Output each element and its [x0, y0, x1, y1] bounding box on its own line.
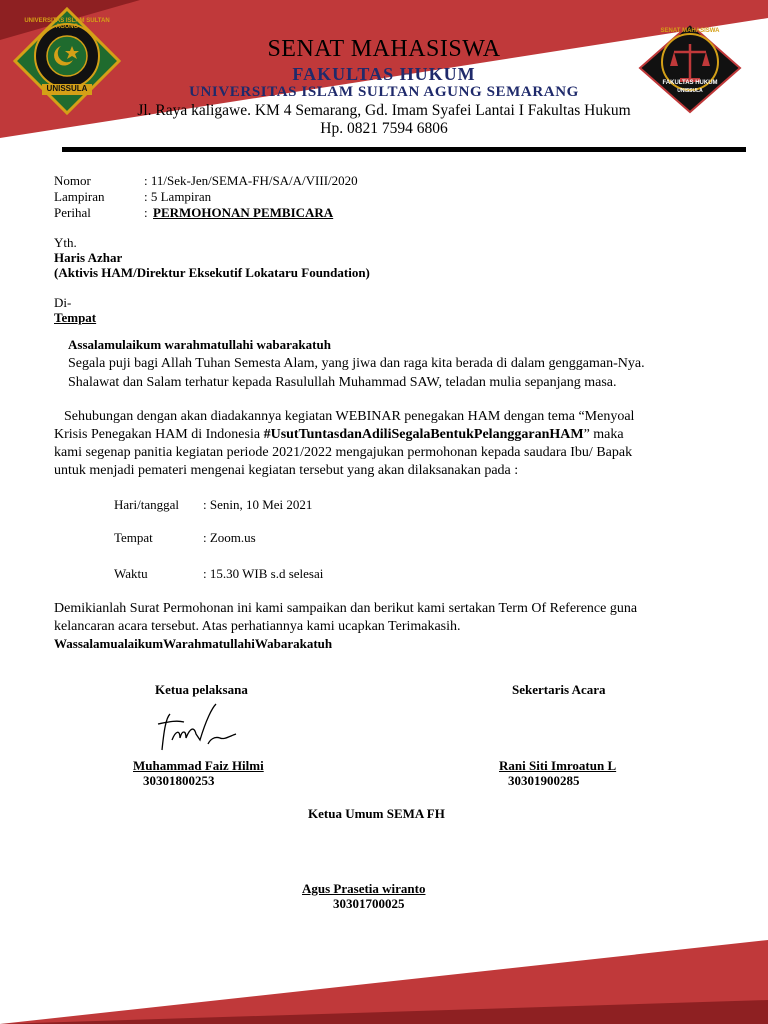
center-sign-title: Ketua Umum SEMA FH	[308, 806, 445, 821]
para2-line2-pre: Krisis Penegakan HAM di Indonesia	[54, 427, 264, 442]
closing-line3: WassalamualaikumWarahmatullahiWabarakatuh	[54, 636, 333, 651]
lampiran-value: : 5 Lampiran	[144, 189, 212, 204]
org-title: SENAT MAHASISWA	[267, 36, 501, 62]
tempat: Tempat	[54, 310, 97, 325]
para2-line4: untuk menjadi pemateri mengenai kegiatan tersebut yang akan dilaksanakan pada :	[54, 463, 519, 478]
yth: Yth.	[54, 235, 77, 250]
greeting: Assalamulaikum warahmatullahi wabarakatuh	[68, 337, 331, 352]
perihal-value: PERMOHONAN PEMBICARA	[153, 205, 334, 220]
recipient-role: (Aktivis HAM/Direktur Eksekutif Lokataru Foundation)	[54, 265, 370, 280]
right-logo-bottom-text-1: FAKULTAS HUKUM	[662, 80, 718, 86]
nomor-label: Nomor	[54, 173, 91, 188]
time-label: Waktu	[114, 566, 148, 581]
university-title: UNIVERSITAS ISLAM SULTAN AGUNG SEMARANG	[189, 84, 579, 100]
perihal-colon: :	[144, 205, 148, 220]
time-value: : 15.30 WIB s.d selesai	[203, 566, 324, 581]
place-value: : Zoom.us	[203, 530, 256, 545]
header-rule	[62, 147, 746, 152]
signature-scribble	[150, 700, 250, 760]
date-label: Hari/tanggal	[114, 497, 179, 512]
center-sign-name: Agus Prasetia wiranto	[302, 881, 426, 896]
para2-line3: kami segenap panitia kegiatan periode 2021/2022 mengajukan permohonan kepada saudara Ibu/ Bapak	[54, 445, 633, 460]
place-label: Tempat	[114, 530, 153, 545]
recipient-name: Haris Azhar	[54, 250, 123, 265]
right-logo-bottom-text-2: UNISSULA	[677, 88, 703, 94]
para1-line1: Segala puji bagi Allah Tuhan Semesta Alam, yang jiwa dan raga kita berada di dalam genggaman-Nya.	[68, 356, 645, 371]
para1-line2: Shalawat dan Salam terhatur kepada Rasulullah Muhammad SAW, teladan mulia sepanjang masa.	[68, 375, 617, 390]
left-sign-id: 30301800253	[143, 773, 215, 788]
closing-line2: kelancaran acara tersebut. Atas perhatiannya kami ucapkan Terimakasih.	[54, 619, 461, 634]
di: Di-	[54, 295, 72, 310]
address: Jl. Raya kaligawe. KM 4 Semarang, Gd. Imam Syafei Lantai I Fakultas Hukum	[137, 102, 631, 119]
perihal-label: Perihal	[54, 205, 91, 220]
para2-line1: Sehubungan dengan akan diadakannya kegiatan WEBINAR penegakan HAM dengan tema “Menyoal	[64, 409, 635, 424]
center-sign-id: 30301700025	[333, 896, 405, 911]
left-sign-title: Ketua pelaksana	[155, 682, 248, 697]
faculty-title: FAKULTAS HUKUM	[292, 64, 476, 84]
left-logo-ring-text: UNIVERSITAS ISLAM SULTAN AGUNG	[24, 18, 110, 30]
para2-line2	[54, 426, 714, 444]
left-logo-banner: UNISSULA	[46, 84, 88, 93]
right-sign-name: Rani Siti Imroatun L	[499, 758, 617, 773]
right-logo-ring-text: SENAT MAHASISWA	[660, 28, 720, 34]
lampiran-label: Lampiran	[54, 189, 105, 204]
right-sign-title: Sekertaris Acara	[512, 682, 606, 697]
hashtag: #UsutTuntasdanAdiliSegalaBentukPelanggaranHAM	[263, 427, 584, 442]
para2-line2-post: ” maka	[583, 427, 624, 442]
phone: Hp. 0821 7594 6806	[320, 120, 448, 137]
closing-line1: Demikianlah Surat Permohonan ini kami sampaikan dan berikut kami sertakan Term Of Reference guna	[54, 601, 638, 616]
left-sign-name: Muhammad Faiz Hilmi	[133, 758, 264, 773]
right-sign-id: 30301900285	[508, 773, 580, 788]
nomor-value: : 11/Sek-Jen/SEMA-FH/SA/A/VIII/2020	[144, 173, 358, 188]
date-value: : Senin, 10 Mei 2021	[203, 497, 313, 512]
